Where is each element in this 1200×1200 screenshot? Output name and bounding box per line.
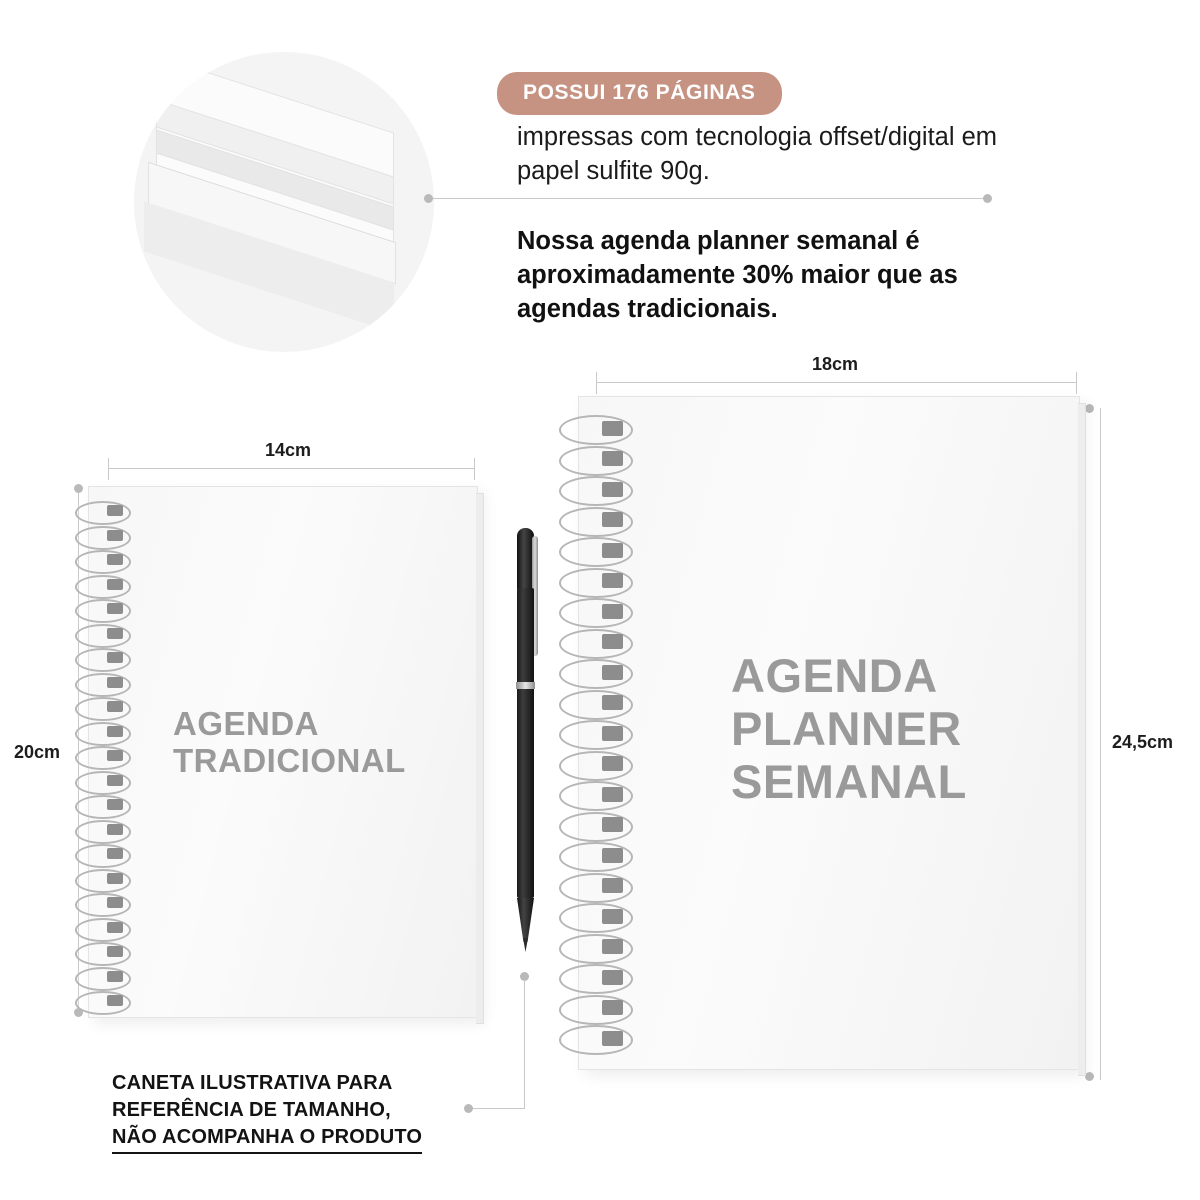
spiral-ring-core (107, 922, 123, 933)
connector-dot-right (983, 194, 992, 203)
pen-disclaimer-line3: NÃO ACOMPANHA O PRODUTO (112, 1124, 422, 1154)
spiral-ring-core (602, 756, 623, 771)
paper-stack-illustration (134, 52, 434, 352)
dim-line-trad-width (108, 468, 475, 469)
spiral-ring-core (107, 579, 123, 590)
spiral-ring-core (107, 628, 123, 639)
intro-paragraph-size: Nossa agenda planner semanal é aproximadamente 30% maior que as agendas tradicionais. (517, 227, 958, 323)
dim-label-planner-height: 24,5cm (1112, 732, 1174, 752)
notebook-planner (578, 396, 1080, 1070)
spiral-ring-core (602, 939, 623, 954)
spiral-ring-core (602, 848, 623, 863)
dim-label-planner-width: 18cm (812, 354, 859, 374)
pen-disclaimer-line1: CANETA ILUSTRATIVA PARA (112, 1072, 393, 1094)
illustrative-pen (505, 528, 545, 958)
notebook-planner-title-line2: PLANNER (731, 702, 962, 756)
notebook-planner-spiral (557, 397, 633, 1069)
spiral-ring-core (107, 897, 123, 908)
spiral-ring-core (602, 604, 623, 619)
spiral-ring-core (602, 1000, 623, 1015)
spiral-ring-core (107, 701, 123, 712)
pen-nib (523, 938, 528, 952)
pen-band (516, 682, 535, 689)
notebook-planner-title-line1: AGENDA (731, 649, 938, 702)
spiral-ring-core (602, 726, 623, 741)
spiral-ring-core (602, 512, 623, 527)
pages-badge: POSSUI 176 PÁGINAS (497, 72, 782, 115)
spiral-ring-core (602, 695, 623, 710)
spiral-ring-core (107, 946, 123, 957)
dim-dot-planner-bottom (1085, 1072, 1094, 1081)
spiral-ring-core (107, 873, 123, 884)
spiral-ring-core (602, 817, 623, 832)
spiral-ring-core (602, 878, 623, 893)
pen-disclaimer-line2: REFERÊNCIA DE TAMANHO, (112, 1099, 391, 1121)
spiral-ring-core (602, 482, 623, 497)
pen-callout-line-vertical (524, 980, 525, 1108)
spiral-ring-core (107, 726, 123, 737)
spiral-ring-core (602, 909, 623, 924)
dim-tick-trad-left (108, 458, 109, 480)
notebook-traditional-spiral (73, 487, 131, 1017)
dim-tick-planner-left (596, 372, 597, 394)
spiral-ring-core (602, 543, 623, 558)
notebook-planner-page-edge (1078, 403, 1086, 1076)
notebook-planner-title-line3: SEMANAL (731, 755, 967, 809)
spiral-ring-core (602, 421, 623, 436)
dim-dot-planner-top (1085, 404, 1094, 413)
spiral-ring-core (107, 750, 123, 761)
notebook-planner-title (731, 649, 967, 808)
spiral-ring-core (602, 665, 623, 680)
spiral-ring-core (107, 603, 123, 614)
notebook-traditional-page-edge (476, 493, 484, 1024)
spiral-ring-core (602, 970, 623, 985)
notebook-traditional-title (173, 705, 406, 780)
dim-line-planner-height (1100, 408, 1101, 1080)
spiral-ring-core (602, 787, 623, 802)
spiral-ring-core (107, 995, 123, 1006)
notebook-traditional-title-line2: TRADICIONAL (173, 742, 406, 780)
spiral-ring-core (107, 652, 123, 663)
dim-label-trad-width: 14cm (265, 440, 312, 460)
pen-disclaimer (112, 1070, 512, 1154)
dim-label-trad-height: 20cm (14, 742, 61, 762)
dim-tick-planner-right (1076, 372, 1077, 394)
spiral-ring-core (107, 677, 123, 688)
spiral-ring-core (107, 824, 123, 835)
dim-tick-trad-right (474, 458, 475, 480)
spiral-ring-core (602, 573, 623, 588)
spiral-ring-core (107, 799, 123, 810)
pen-tip (517, 898, 534, 942)
connector-line-horizontal (433, 198, 988, 199)
spiral-ring-core (107, 971, 123, 982)
dim-line-planner-width (596, 382, 1077, 383)
spiral-ring-core (107, 554, 123, 565)
spiral-ring-core (107, 848, 123, 859)
spiral-ring-core (107, 530, 123, 541)
spiral-ring-core (602, 451, 623, 466)
spiral-ring-core (107, 505, 123, 516)
pen-barrel (517, 588, 534, 898)
spiral-ring-core (602, 634, 623, 649)
notebook-traditional-title-line1: AGENDA (173, 705, 320, 742)
spiral-ring-core (107, 775, 123, 786)
intro-paragraph-technology: impressas com tecnologia offset/digital em papel sulfite 90g. (517, 123, 998, 185)
notebook-traditional (88, 486, 478, 1018)
connector-dot-left (424, 194, 433, 203)
spiral-ring-core (602, 1031, 623, 1046)
